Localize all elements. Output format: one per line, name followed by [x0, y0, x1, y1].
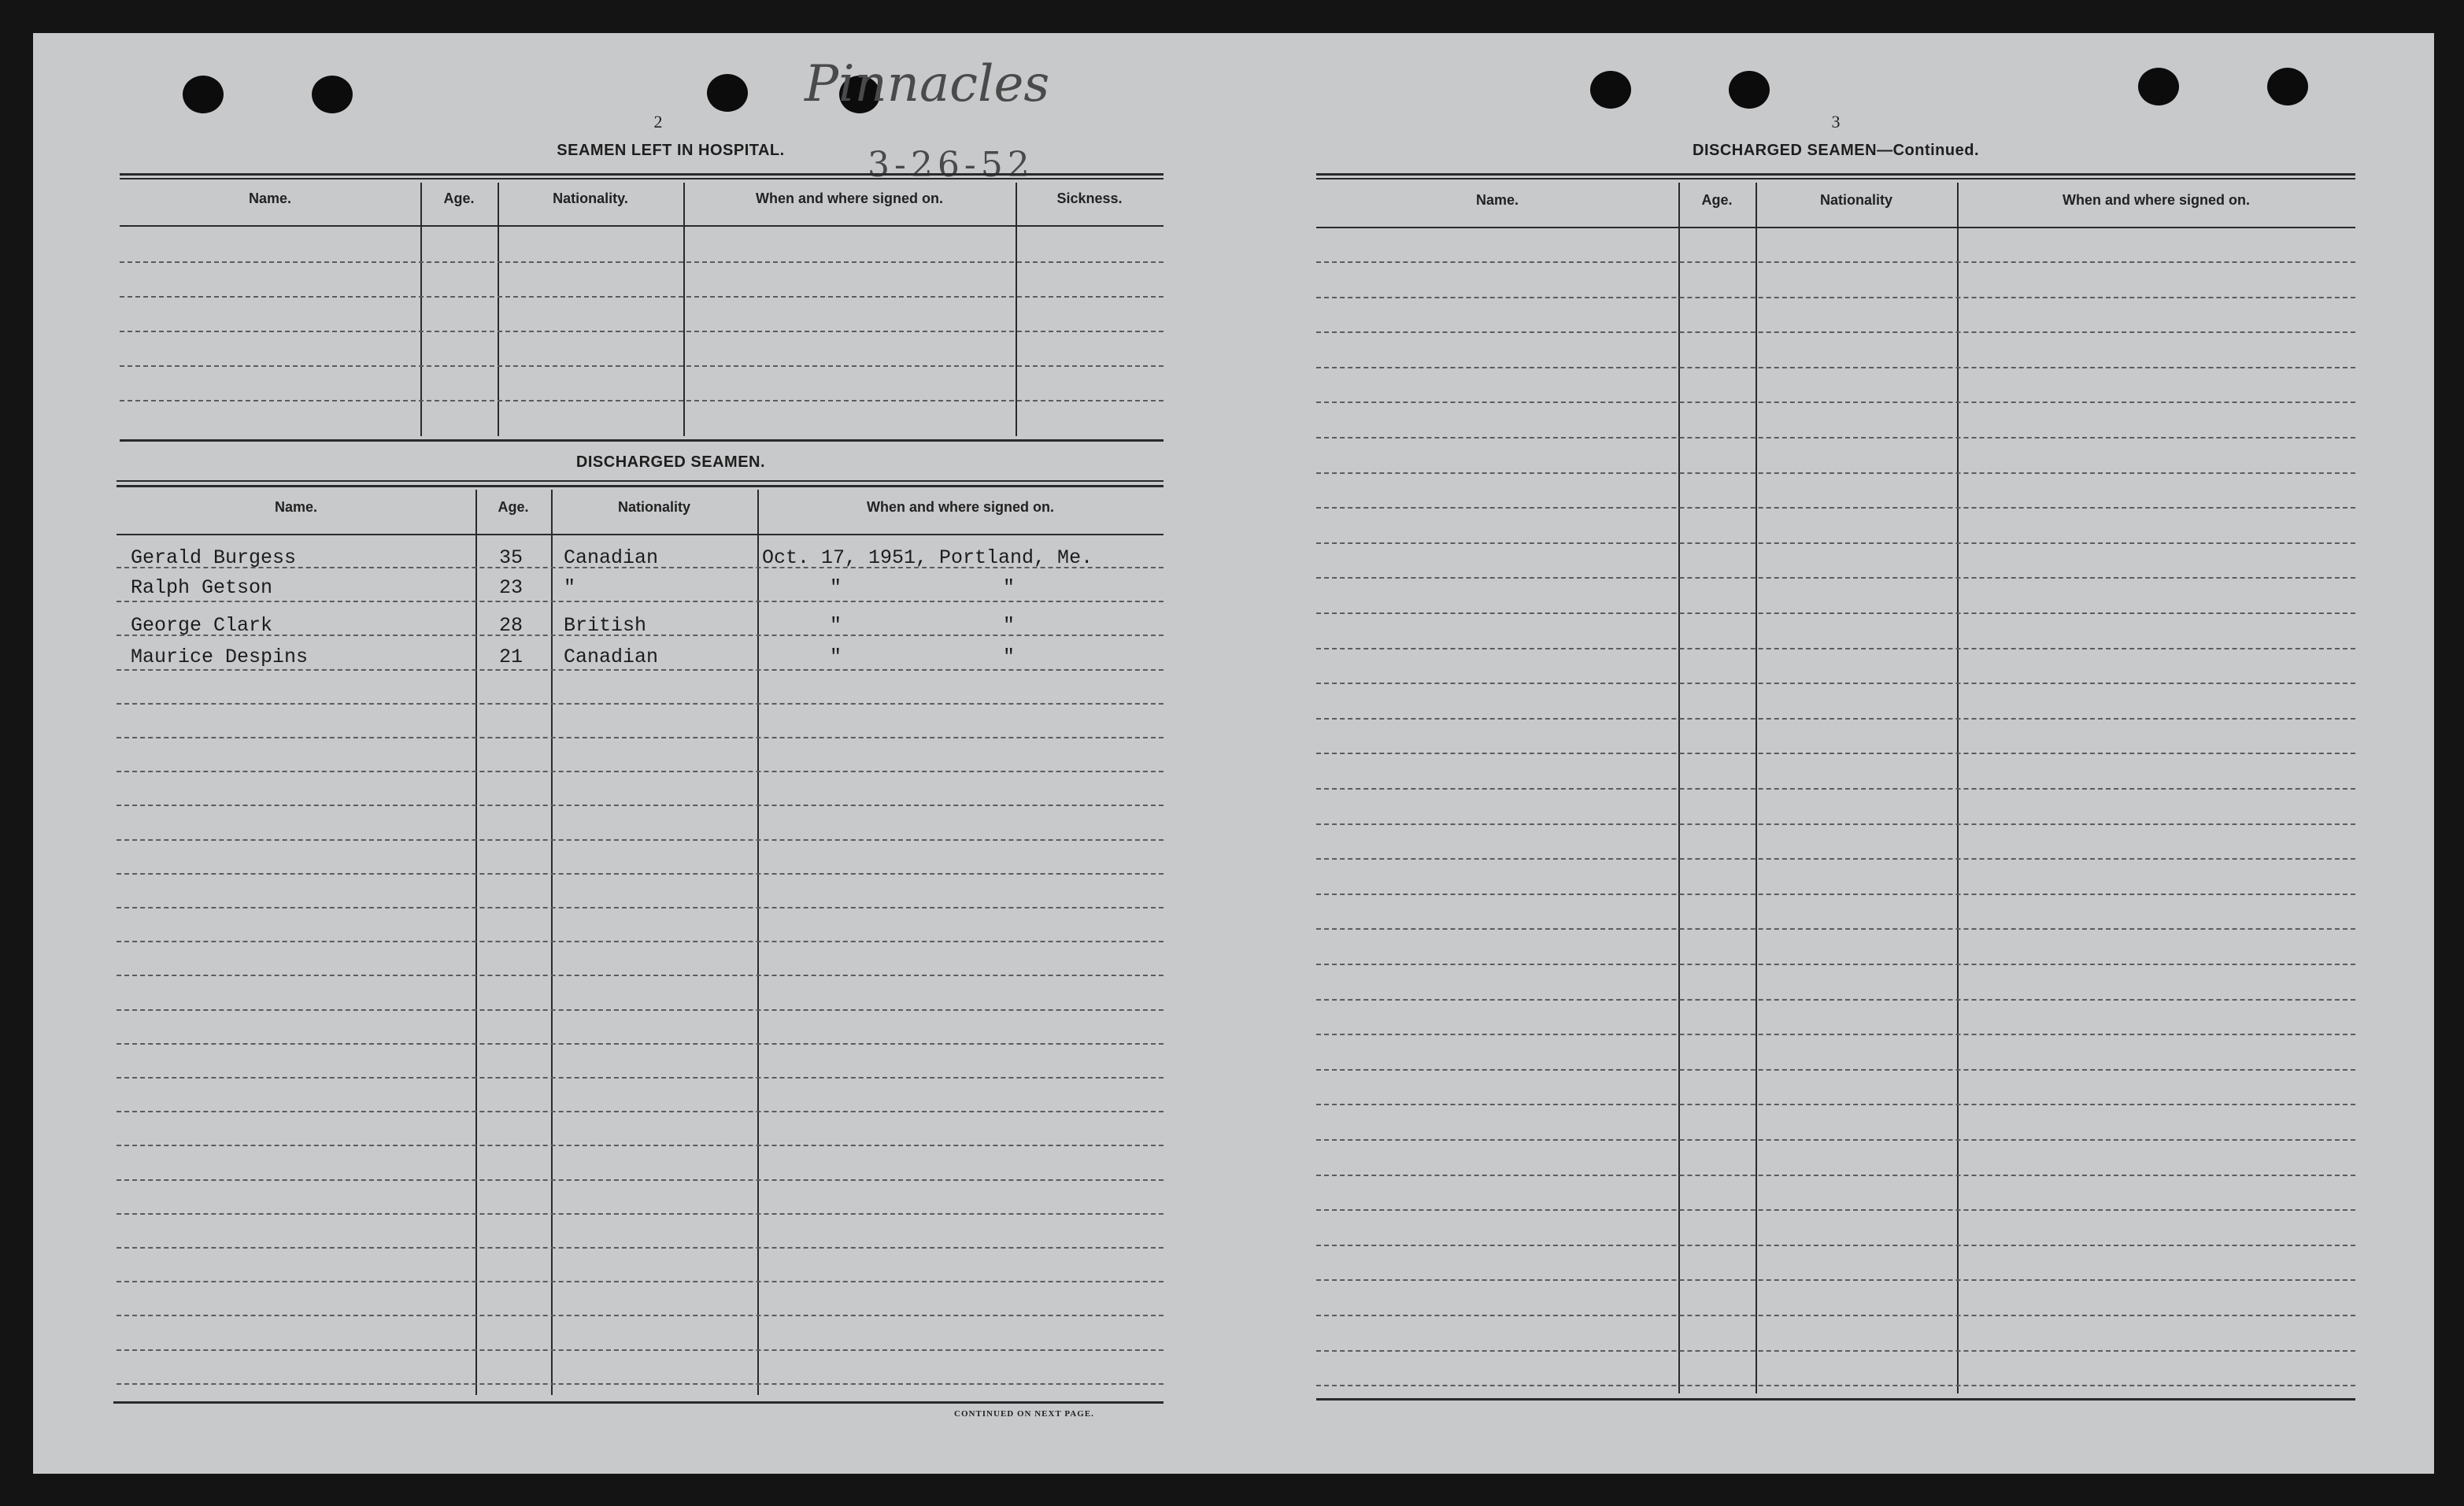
ditto-mark: ": [1003, 646, 1016, 668]
row-line: [1316, 753, 2355, 754]
divider: [1316, 178, 2355, 179]
seaman-name: Gerald Burgess: [131, 546, 297, 569]
punch-hole: [1729, 71, 1770, 109]
row-line: [117, 1179, 1164, 1181]
handwritten-vessel-name: Pinnacles: [805, 55, 1050, 113]
column-header: Nationality: [1819, 192, 1892, 208]
signed-on: Oct. 17, 1951, Portland, Me.: [762, 546, 1093, 569]
divider: [1316, 1398, 2355, 1401]
column-divider: [475, 490, 477, 1395]
row-line: [117, 941, 1164, 942]
row-line: [117, 1009, 1164, 1011]
seaman-nationality: ": [564, 576, 576, 599]
row-line: [1316, 823, 2355, 825]
discharged-section-title: DISCHARGED SEAMEN.: [575, 453, 766, 471]
column-header: Age.: [1701, 192, 1733, 208]
ditto-mark: ": [1003, 576, 1016, 599]
row-line: [1316, 683, 2355, 684]
row-line: [1316, 1104, 2355, 1105]
row-line: [120, 331, 1164, 332]
column-divider: [683, 183, 685, 436]
seaman-name: Ralph Getson: [131, 576, 273, 599]
divider: [120, 225, 1164, 227]
column-header: Nationality: [617, 499, 690, 515]
row-line: [1316, 788, 2355, 790]
row-line: [1316, 928, 2355, 930]
row-line: [1316, 964, 2355, 965]
row-line: [1316, 612, 2355, 614]
punch-hole: [707, 74, 748, 112]
row-line: [1316, 648, 2355, 649]
row-line: [1316, 858, 2355, 860]
row-line: [1316, 894, 2355, 895]
punch-hole: [1590, 71, 1631, 109]
row-line: [117, 1315, 1164, 1316]
column-header: Name.: [1475, 192, 1519, 208]
row-line: [1316, 297, 2355, 298]
column-header: Sickness.: [1056, 191, 1123, 206]
column-header: Age.: [498, 499, 529, 515]
row-line: [1316, 1069, 2355, 1071]
row-line: [1316, 1279, 2355, 1281]
row-line: [117, 669, 1164, 671]
row-line: [1316, 718, 2355, 720]
row-line: [1316, 1034, 2355, 1035]
row-line: [1316, 577, 2355, 579]
seaman-nationality: Canadian: [564, 646, 659, 668]
divider: [120, 173, 1164, 176]
row-line: [1316, 331, 2355, 333]
row-line: [1316, 1209, 2355, 1211]
continued-section-title: DISCHARGED SEAMEN—Continued.: [1693, 142, 1979, 159]
row-line: [1316, 507, 2355, 509]
column-divider: [498, 183, 499, 436]
seaman-age: 23: [499, 576, 524, 599]
divider: [1316, 227, 2355, 228]
row-line: [117, 771, 1164, 772]
row-line: [117, 1349, 1164, 1351]
ditto-mark: ": [830, 614, 842, 637]
row-line: [117, 1145, 1164, 1146]
column-divider: [757, 490, 759, 1395]
manifest-sheet: [33, 33, 2434, 1474]
column-divider: [1016, 183, 1017, 436]
row-line: [1316, 1315, 2355, 1316]
punch-hole: [2267, 68, 2308, 105]
page-number: 3: [1831, 112, 1841, 131]
hospital-section-title: SEAMEN LEFT IN HOSPITAL.: [557, 142, 785, 159]
row-line: [117, 805, 1164, 806]
seaman-name: Maurice Despins: [131, 646, 309, 668]
seaman-age: 28: [499, 614, 524, 637]
punch-hole: [2138, 68, 2179, 105]
seaman-nationality: Canadian: [564, 546, 659, 569]
divider: [117, 480, 1164, 482]
row-line: [117, 907, 1164, 908]
row-line: [1316, 1385, 2355, 1386]
seaman-age: 21: [499, 646, 524, 668]
row-line: [120, 400, 1164, 401]
row-line: [1316, 261, 2355, 263]
divider: [117, 485, 1164, 487]
row-line: [117, 737, 1164, 738]
handwritten-date: 3-26-52: [868, 145, 1034, 185]
row-line: [1316, 367, 2355, 368]
column-header: Name.: [274, 499, 318, 515]
divider: [113, 1401, 1164, 1404]
row-line: [117, 1213, 1164, 1215]
punch-hole: [312, 76, 353, 113]
column-header: Name.: [248, 191, 292, 206]
divider: [120, 178, 1164, 179]
row-line: [120, 261, 1164, 263]
seaman-age: 35: [499, 546, 524, 569]
column-divider: [551, 490, 553, 1395]
row-line: [1316, 401, 2355, 403]
row-line: [1316, 1350, 2355, 1352]
divider: [117, 534, 1164, 535]
seaman-name: George Clark: [131, 614, 273, 637]
row-line: [117, 1247, 1164, 1249]
column-divider: [420, 183, 422, 436]
row-line: [120, 365, 1164, 367]
page-number: 2: [653, 112, 663, 131]
row-line: [117, 839, 1164, 841]
column-header: When and where signed on.: [2062, 192, 2251, 208]
row-line: [117, 1077, 1164, 1079]
row-line: [117, 601, 1164, 602]
row-line: [1316, 542, 2355, 544]
ditto-mark: ": [1003, 614, 1016, 637]
continued-note: CONTINUED ON NEXT PAGE.: [954, 1409, 1094, 1419]
row-line: [117, 975, 1164, 976]
row-line: [117, 873, 1164, 875]
row-line: [117, 1281, 1164, 1282]
seaman-nationality: British: [564, 614, 647, 637]
row-line: [117, 1111, 1164, 1112]
ditto-mark: ": [830, 576, 842, 599]
column-header: Nationality.: [553, 191, 628, 206]
column-header: When and where signed on.: [866, 499, 1055, 515]
divider: [120, 439, 1164, 442]
row-line: [117, 1383, 1164, 1385]
column-header: When and where signed on.: [755, 191, 944, 206]
row-line: [120, 296, 1164, 298]
punch-hole: [183, 76, 224, 113]
row-line: [1316, 437, 2355, 438]
row-line: [1316, 472, 2355, 474]
divider: [1316, 173, 2355, 176]
row-line: [1316, 1245, 2355, 1246]
row-line: [117, 1043, 1164, 1045]
row-line: [117, 703, 1164, 705]
row-line: [1316, 1139, 2355, 1141]
row-line: [1316, 1175, 2355, 1176]
row-line: [1316, 999, 2355, 1001]
column-header: Age.: [443, 191, 475, 206]
ditto-mark: ": [830, 646, 842, 668]
